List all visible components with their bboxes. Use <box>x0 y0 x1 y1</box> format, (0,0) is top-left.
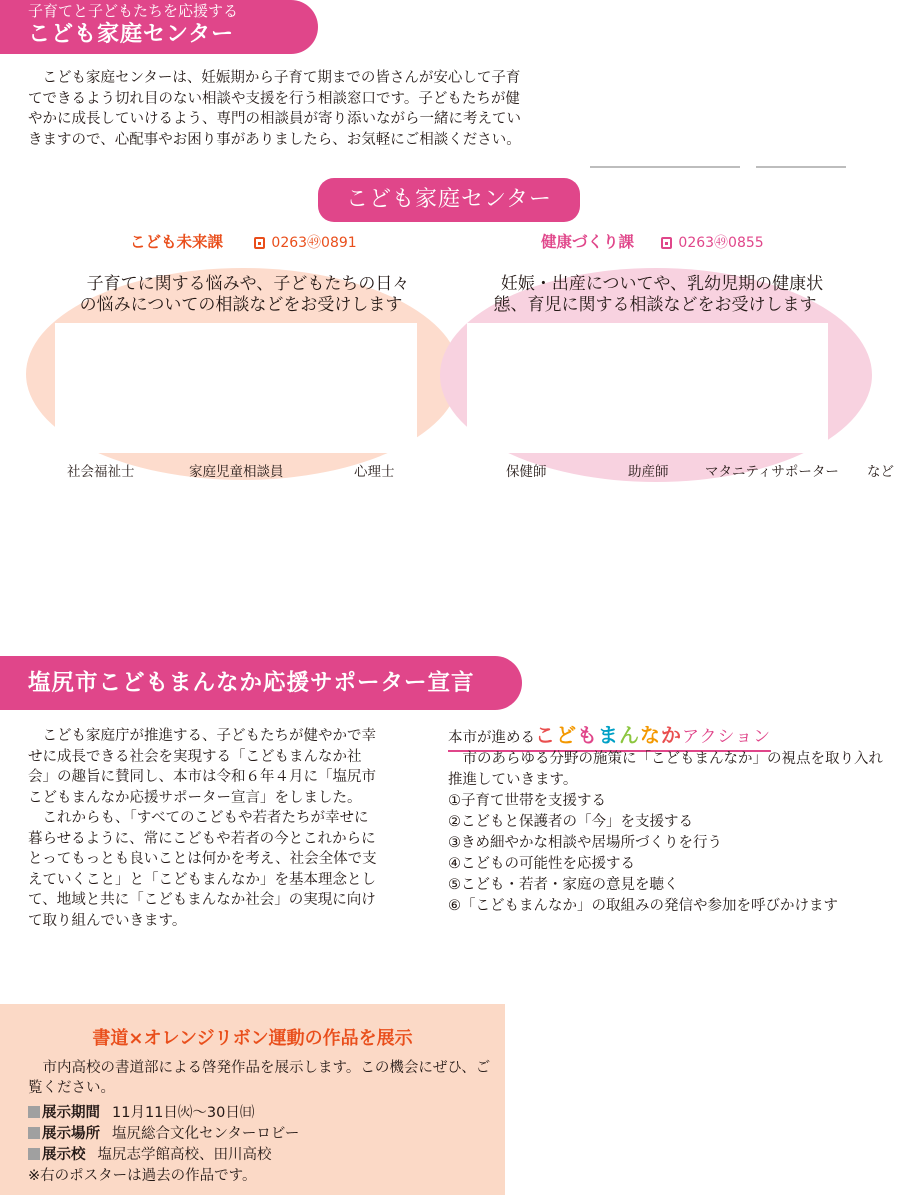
action-item: ③きめ細やかな相談や居場所づくりを行う <box>448 835 722 851</box>
left-bubble-text <box>66 274 416 316</box>
phone-icon <box>661 237 672 249</box>
staff-midwife: 助産師 <box>628 464 669 480</box>
action-prefix: 本市が進める <box>448 730 535 746</box>
action-item: ④こどもの可能性を応援する <box>448 856 635 872</box>
right-desc-line2: 態、育児に関する相談などをお受けします <box>493 295 817 315</box>
phone-number: 0263㊾0891 <box>271 235 357 251</box>
action-suffix: アクション <box>682 727 772 747</box>
bullet-square-icon <box>28 1106 40 1118</box>
center-title-banner: こども家庭センター <box>318 178 580 222</box>
bullet-square-icon <box>28 1148 40 1160</box>
photo-placeholder-right <box>467 323 828 453</box>
logo-char: ま <box>598 723 619 747</box>
staff-public-health-nurse: 保健師 <box>506 464 547 480</box>
action-item: ②こどもと保護者の「今」を支援する <box>448 814 693 830</box>
school-value: 塩尻志学館高校、田川高校 <box>97 1147 272 1163</box>
place-value: 塩尻総合文化センターロビー <box>112 1126 300 1142</box>
photo-placeholder-left <box>55 323 417 453</box>
divider-line <box>756 166 846 168</box>
action-heading <box>448 719 771 752</box>
kodomo-mannaka-logo <box>535 723 682 747</box>
period-value: 11月11日㈫～30日㈰ <box>112 1105 255 1121</box>
dept-name: 健康づくり課 <box>541 233 635 251</box>
declaration-text <box>28 726 378 931</box>
section-header-kodomo-center <box>0 0 318 54</box>
dept-kodomo-mirai <box>130 232 357 253</box>
period-label: 展示期間 <box>42 1105 100 1121</box>
staff-social-worker: 社会福祉士 <box>67 464 135 480</box>
left-desc-line1: 子育てに関する悩みや、子どもたちの日々 <box>86 274 410 294</box>
logo-char: も <box>577 723 598 747</box>
logo-char: な <box>640 723 661 747</box>
logo-char: ど <box>556 723 577 747</box>
exhibition-place-row <box>28 1125 299 1144</box>
staff-etc: など <box>867 464 894 480</box>
exhibition-title: 書道×オレンジリボン運動の作品を展示 <box>92 1028 413 1049</box>
intro-paragraph: こども家庭センターは、妊娠期から子育て期までの皆さんが安心して子育てできるよう切れ目のない相談や支援を行う相談窓口です。子どもたちが健やかに成長していけるよう、専門の相談員が寄り添いながら一緒に考えていきますので、心配事やお困り事がありましたら、お気軽にご相談ください。 <box>28 70 521 148</box>
action-item: ①子育て世帯を支援する <box>448 793 606 809</box>
exhibition-school-row <box>28 1146 272 1165</box>
phone-number: 0263㊾0855 <box>678 235 764 251</box>
action-lead: 市のあらゆる分野の施策に「こどもまんなか」の視点を取り入れ推進していきます。 <box>448 751 883 788</box>
header-subtitle: 子育てと子どもたちを応援する <box>28 2 239 20</box>
action-item: ⑥「こどもまんなか」の取組みの発信や参加を呼びかけます <box>448 898 838 914</box>
logo-char: か <box>661 723 682 747</box>
left-desc-line2: の悩みについての相談などをお受けします <box>79 295 403 315</box>
staff-maternity-supporter: マタニティサポーター <box>705 464 839 480</box>
declaration-paragraph-1: こども家庭庁が推進する、子どもたちが健やかで幸せに成長できる社会を実現する「こどもまんなか社会」の趣旨に賛同し、本市は令和６年４月に「塩尻市こどもまんなか応援サポーター宣言」をしました。 <box>28 728 376 806</box>
staff-psychologist: 心理士 <box>354 464 395 480</box>
phone-icon <box>254 237 265 249</box>
place-label: 展示場所 <box>42 1126 100 1142</box>
divider-line <box>590 166 740 168</box>
exhibition-period-row <box>28 1104 254 1123</box>
exhibition-note: ※右のポスターは過去の作品です。 <box>28 1168 257 1184</box>
dept-phone <box>661 235 763 251</box>
action-item: ⑤こども・若者・家庭の意見を聴く <box>448 877 679 893</box>
logo-char: こ <box>535 723 556 747</box>
dept-name: こども未来課 <box>130 233 224 251</box>
header-title: こども家庭センター <box>28 22 235 47</box>
staff-child-counselor: 家庭児童相談員 <box>189 464 284 480</box>
bullet-square-icon <box>28 1127 40 1139</box>
school-label: 展示校 <box>42 1147 86 1163</box>
dept-phone <box>254 235 356 251</box>
action-list <box>448 791 888 917</box>
declaration-paragraph-2: これからも、「すべてのこどもや若者たちが幸せに暮らせるように、常にこどもや若者の今とこれからにとってもっとも良いことは何かを考え、社会全体で支えていくこと」と「こどもまんなか」を基本理念として、地域と共に「こどもまんなか社会」の実現に向けて取り組んでいきます。 <box>28 810 377 929</box>
right-bubble-text <box>480 274 830 316</box>
dept-kenko-zukuri <box>541 232 764 253</box>
exhibition-description: 市内高校の書道部による啓発作品を展示します。この機会にぜひ、ご覧ください。 <box>28 1060 491 1096</box>
action-body <box>448 749 888 917</box>
right-desc-line1: 妊娠・出産についてや、乳幼児期の健康状 <box>500 274 824 294</box>
logo-char: ん <box>619 723 640 747</box>
section-header-supporter-declaration: 塩尻市こどもまんなか応援サポーター宣言 <box>0 656 522 710</box>
